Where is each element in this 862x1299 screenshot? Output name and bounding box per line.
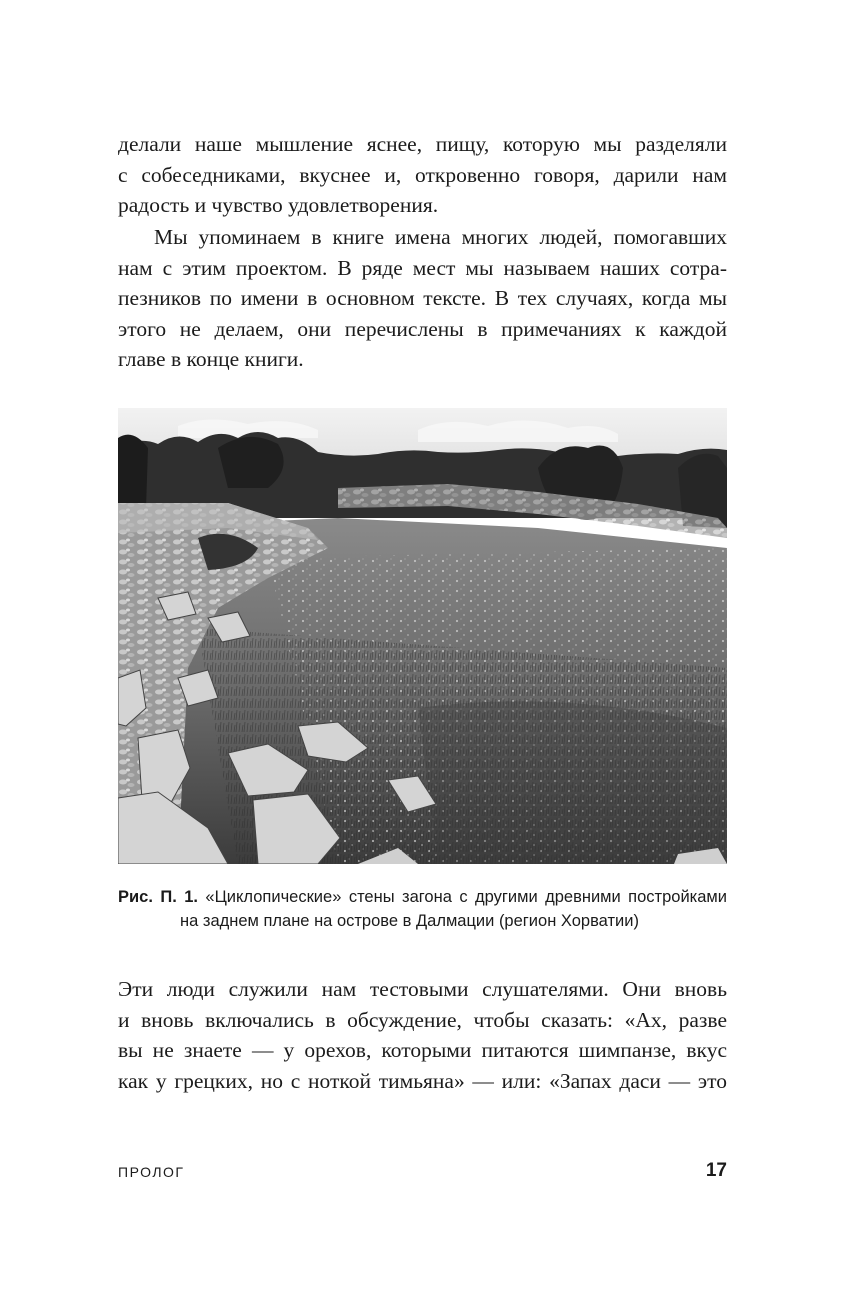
text-line: этого не делаем, они перечислены в примечаниях к каждой [118, 316, 727, 341]
text-line: делали наше мышление яснее, пищу, которую мы разделяли [118, 132, 727, 156]
figure-label: Рис. П. 1. [118, 888, 198, 906]
body-paragraph-1 [118, 129, 727, 221]
text-line: главе в конце книги. [118, 347, 304, 371]
text-line: радость и чувство удовлетворения. [118, 193, 439, 217]
text-line: и вновь включались в обсуждение, чтобы сказать: «Ах, разве [118, 1007, 727, 1032]
body-paragraph-2 [118, 222, 727, 375]
text-line: пезников по имени в основном тексте. В тех случаях, когда мы [118, 286, 727, 310]
landscape-photo [118, 408, 727, 864]
text-line: Мы упоминаем в книге имена многих людей, помогавших [154, 225, 727, 249]
text-line: Эти люди служили нам тестовыми слушателями. Они вновь [118, 977, 727, 1001]
text-line: как у грецких, но с ноткой тимьяна» — или: «Запах даси — это [118, 1068, 727, 1093]
text-line: с собеседниками, вкуснее и, откровенно говоря, дарили нам [118, 162, 727, 187]
caption-line-2: на заднем плане на острове в Далмации (регион Хорватии) [180, 912, 639, 930]
running-footer-section: ПРОЛОГ [118, 1164, 185, 1180]
text-line: вы не знаете — у орехов, которыми питаются шимпанзе, вкус [118, 1038, 727, 1062]
body-paragraph-3 [118, 974, 727, 1096]
text-line: нам с этим проектом. В ряде мест мы называем наших сотра- [118, 255, 727, 280]
caption-line-1: «Циклопические» стены загона с другими древними постройками [205, 888, 727, 906]
page-number: 17 [705, 1160, 727, 1181]
figure-caption [118, 885, 727, 933]
